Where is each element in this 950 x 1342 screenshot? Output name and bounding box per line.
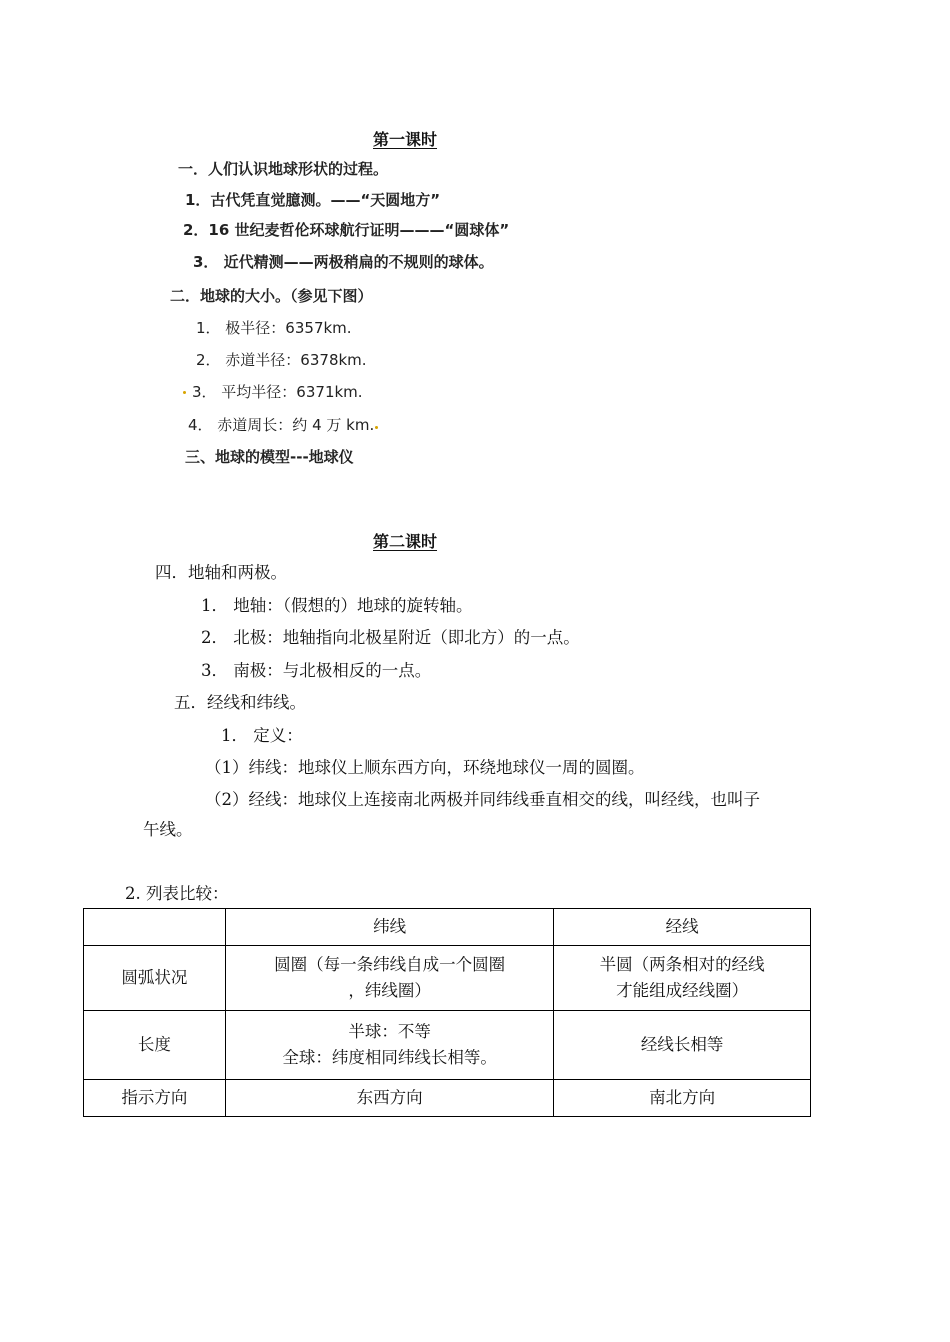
section4-heading: 四．地轴和两极。 [155, 563, 287, 582]
table-cell: 南北方向 [554, 1080, 811, 1117]
row-label: 长度 [84, 1011, 226, 1080]
cell-line: 半球：不等 [348, 1022, 431, 1041]
table-header-row [84, 909, 811, 946]
table-row [84, 946, 811, 1011]
section2-item-2: 2． 赤道半径：6378km. [196, 351, 367, 369]
cell-line: 圆圈（每一条纬线自成一个圆圈 [274, 955, 506, 974]
table-cell [225, 946, 554, 1011]
row-label: 圆弧状况 [84, 946, 226, 1011]
header-warp: 经线 [554, 909, 811, 946]
table-cell [225, 1011, 554, 1080]
cell-line: ，纬线圈） [348, 981, 431, 1000]
section1-item-3: 3． 近代精测——两极稍扁的不规则的球体。 [193, 253, 494, 271]
compare-heading: 2. 列表比较： [125, 884, 229, 903]
section4-item-2: 2． 北极：地轴指向北极星附近（即北方）的一点。 [201, 628, 580, 647]
table-cell: 东西方向 [225, 1080, 554, 1117]
warp-definition-line1: （2）经线：地球仪上连接南北两极并同纬线垂直相交的线，叫经线，也叫子 [205, 790, 760, 809]
section2-item-3: 3． 平均半径：6371km. [192, 383, 363, 401]
cell-line: 才能组成经线圈） [616, 981, 749, 1000]
header-empty-cell [84, 909, 226, 946]
section1-heading: 一．人们认识地球形状的过程。 [178, 160, 389, 178]
section4-item-1: 1． 地轴：（假想的）地球的旋转轴。 [201, 596, 473, 615]
table-cell [554, 946, 811, 1011]
table-cell: 经线长相等 [554, 1011, 811, 1080]
section4-item-3: 3． 南极：与北极相反的一点。 [201, 661, 432, 680]
warp-definition-line2: 午线。 [143, 820, 193, 839]
row-label: 指示方向 [84, 1080, 226, 1117]
comparison-table [83, 908, 811, 1117]
lesson2-title: 第二课时 [373, 532, 438, 551]
cell-line: 全球：纬度相同纬线长相等。 [282, 1048, 497, 1067]
table-row [84, 1011, 811, 1080]
table-row [84, 1080, 811, 1117]
definition-label: 1． 定义： [221, 726, 303, 745]
section5-heading: 五．经线和纬线。 [174, 693, 306, 712]
section2-item-4: 4． 赤道周长：约 4 万 km. [188, 416, 375, 434]
marker-dot [375, 426, 378, 429]
section2-heading: 二．地球的大小。（参见下图） [170, 287, 373, 305]
cell-line: 半圆（两条相对的经线 [599, 955, 765, 974]
weft-definition: （1）纬线：地球仪上顺东西方向，环绕地球仪一周的圆圈。 [205, 758, 645, 777]
section1-item-2: 2．16 世纪麦哲伦环球航行证明———“圆球体” [183, 221, 510, 239]
header-weft: 纬线 [225, 909, 554, 946]
section3-heading: 三、地球的模型---地球仪 [185, 448, 354, 466]
marker-dot [183, 391, 186, 394]
section1-item-1: 1．古代凭直觉臆测。——“天圆地方” [185, 191, 441, 209]
section2-item-1: 1． 极半径：6357km. [196, 319, 352, 337]
lesson1-title: 第一课时 [373, 130, 438, 149]
